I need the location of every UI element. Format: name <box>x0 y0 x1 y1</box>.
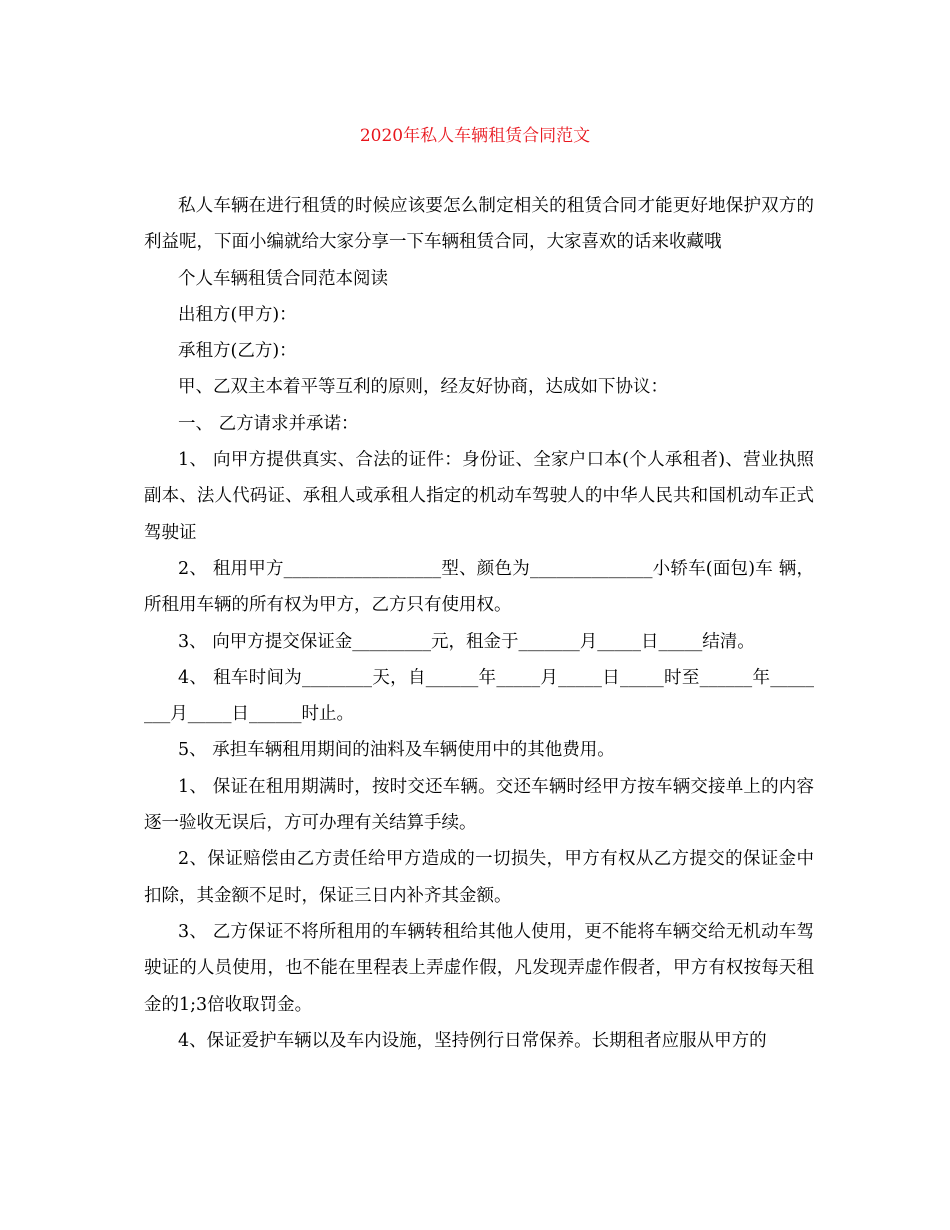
document-title: 2020年私人车辆租赁合同范文 <box>359 126 591 146</box>
paragraph-guarantee-3: 3、 乙方保证不将所租用的车辆转租给其他人使用，更不能将车辆交给无机动车驾驶证的人员使用，也不能在里程表上弄虚作假，凡发现弄虚作假者，甲方有权按每天租金的1;3倍收取罚金。 <box>144 921 814 1015</box>
paragraph-guarantee-4: 4、保证爱护车辆以及车内设施，坚持例行日常保养。长期租者应服从甲方的 <box>178 1030 767 1051</box>
paragraph-item-2: 2、 租用甲方__________________型、颜色为______________小轿车(面包)车 辆，所租用车辆的所有权为甲方，乙方只有使用权。 <box>144 558 814 616</box>
paragraph-section-one: 一、 乙方请求并承诺： <box>178 413 359 434</box>
document-body <box>144 188 814 1059</box>
paragraph-item-1: 1、 向甲方提供真实、合法的证件：身份证、全家户口本(个人承租者)、营业执照副本、法人代码证、承租人或承租人指定的机动车驾驶人的中华人民共和国机动车正式驾驶证 <box>144 450 814 543</box>
paragraph-lessee: 承租方(乙方)： <box>178 341 297 362</box>
paragraph-lessor: 出租方(甲方)： <box>178 304 297 325</box>
paragraph-guarantee-1: 1、 保证在租用期满时，按时交还车辆。交还车辆时经甲方按车辆交接单上的内容逐一验收无误后，方可办理有关结算手续。 <box>144 776 814 834</box>
paragraph-guarantee-2: 2、保证赔偿由乙方责任给甲方造成的一切损失，甲方有权从乙方提交的保证金中扣除，其金额不足时，保证三日内补齐其金额。 <box>144 849 814 906</box>
paragraph-item-5: 5、 承担车辆租用期间的油料及车辆使用中的其他费用。 <box>178 740 615 761</box>
paragraph-item-3: 3、 向甲方提交保证金_________元，租金于_______月_____日_____结清。 <box>178 631 755 652</box>
paragraph-intro: 私人车辆在进行租赁的时候应该要怎么制定相关的租赁合同才能更好地保护双方的利益呢，下面小编就给大家分享一下车辆租赁合同，大家喜欢的话来收藏哦 <box>144 196 814 253</box>
paragraph-item-4: 4、 租车时间为________天，自______年_____月_____日_____时至______年________月_____日______时止。 <box>144 667 814 725</box>
paragraph-heading: 个人车辆租赁合同范本阅读 <box>178 268 388 289</box>
paragraph-agreement: 甲、乙双主本着平等互利的原则，经友好协商，达成如下协议： <box>178 377 668 398</box>
